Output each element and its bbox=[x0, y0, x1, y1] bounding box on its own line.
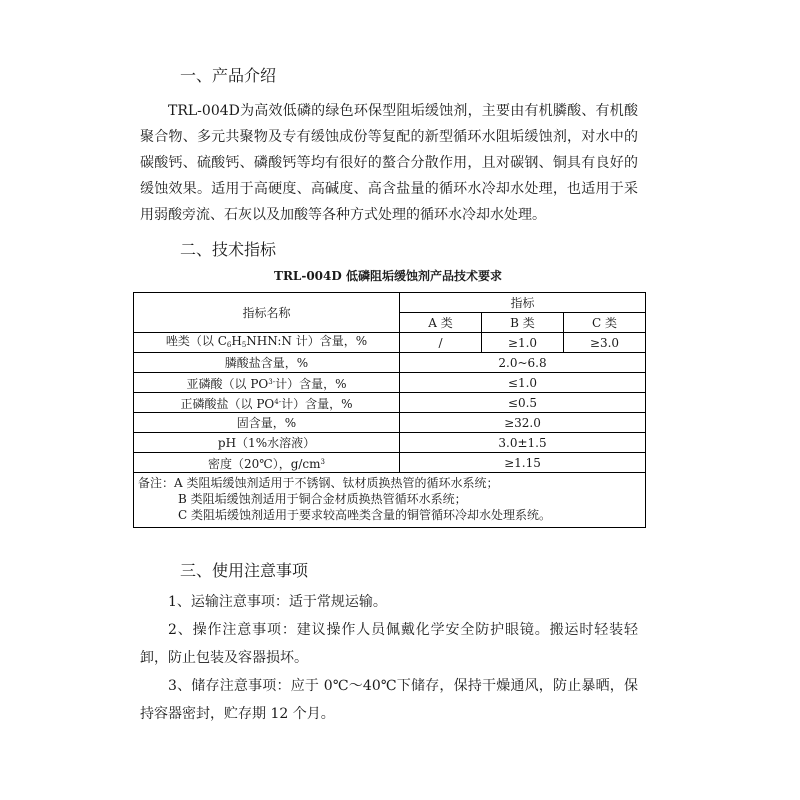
row-orthophosphate-value: ≤0.5 bbox=[400, 393, 646, 413]
table-row bbox=[134, 333, 646, 353]
row-density-name-part: 密度（20℃），g/cm bbox=[208, 456, 321, 471]
row-ph-name: pH（1%水溶液） bbox=[134, 433, 400, 453]
header-indicator-name: 指标名称 bbox=[134, 293, 400, 333]
row-azole-name-part: 唑类（以 C bbox=[165, 333, 227, 348]
row-solids-name: 固含量，% bbox=[134, 413, 400, 433]
precaution-item-1-text: 1、运输注意事项：适于常规运输。 bbox=[168, 594, 387, 610]
precaution-item-2-text: 2、操作注意事项：建议操作人员佩戴化学安全防护眼镜。搬运时轻装轻卸，防止包装及容器损坏。 bbox=[140, 622, 638, 666]
table-row bbox=[134, 453, 646, 473]
row-phosphonate-name: 膦酸盐含量，% bbox=[134, 353, 400, 373]
table-note bbox=[134, 473, 646, 528]
header-class-b: B 类 bbox=[482, 313, 564, 333]
row-phosphite-sup: 3- bbox=[268, 377, 276, 386]
row-density-sup: 3 bbox=[320, 457, 325, 466]
precaution-item-3-text: 3、储存注意事项：应于 0℃～40℃下储存，保持干燥通风，防止暴晒，保持容器密封，贮存期 12 个月。 bbox=[140, 678, 638, 722]
note-line-b: B 类阻垢缓蚀剂适用于铜合金材质换热管循环水系统； bbox=[178, 492, 467, 506]
row-orthophosphate-sup: 4- bbox=[274, 397, 282, 406]
precaution-item-1 bbox=[140, 588, 638, 616]
table-header-row bbox=[134, 293, 646, 313]
row-density-name bbox=[134, 453, 400, 473]
header-class-a: A 类 bbox=[400, 313, 482, 333]
row-azole-b: ≥1.0 bbox=[482, 333, 564, 353]
row-phosphite-name bbox=[134, 373, 400, 393]
table-row bbox=[134, 353, 646, 373]
row-phosphite-name-part: 亚磷酸（以 PO bbox=[186, 376, 269, 391]
table-row bbox=[134, 373, 646, 393]
row-orthophosphate-name-part: 计）含量，% bbox=[281, 396, 353, 411]
section1-title: 一、产品介绍 bbox=[180, 66, 277, 85]
section1-body-text: TRL-004D为高效低磷的绿色环保型阻垢缓蚀剂，主要由有机膦酸、有机酸聚合物、多元共聚物及专有缓蚀成份等复配的新型循环水阻垢缓蚀剂，对水中的碳酸钙、硫酸钙、磷酸钙等均有很好的螯合分散作用，且对碳钢、铜具有良好的缓蚀效果。适用于高硬度、高碱度、高含盐量的循环水冷却水处理，也适用于采用弱酸旁流、石灰以及加酸等各种方式处理的循环水冷却水处理。 bbox=[140, 103, 638, 223]
header-class-c: C 类 bbox=[564, 313, 646, 333]
spec-table bbox=[133, 292, 646, 528]
section2-title: 二、技术指标 bbox=[180, 240, 277, 259]
table-caption: TRL-004D 低磷阻垢缓蚀剂产品技术要求 bbox=[274, 269, 502, 283]
row-phosphonate-value: 2.0~6.8 bbox=[400, 353, 646, 373]
precaution-item-2 bbox=[140, 616, 638, 672]
section3-title: 三、使用注意事项 bbox=[180, 561, 309, 580]
row-azole-sub: 5 bbox=[241, 340, 247, 349]
table-row bbox=[134, 433, 646, 453]
table-row bbox=[134, 393, 646, 413]
row-azole-name-part: H bbox=[231, 333, 242, 348]
row-orthophosphate-name bbox=[134, 393, 400, 413]
row-density-value: ≥1.15 bbox=[400, 453, 646, 473]
row-phosphite-name-part: 计）含量，% bbox=[275, 376, 347, 391]
table-row bbox=[134, 413, 646, 433]
row-azole-name-part: NHN:N 计）含量，% bbox=[246, 333, 368, 348]
note-line-c: C 类阻垢缓蚀剂适用于要求较高唑类含量的铜管循环冷却水处理系统。 bbox=[178, 508, 551, 522]
section1-body bbox=[140, 98, 638, 228]
row-azole-name bbox=[134, 333, 400, 353]
note-line-a: 备注：A 类阻垢缓蚀剂适用于不锈钢、钛材质换热管的循环水系统； bbox=[138, 476, 499, 490]
row-orthophosphate-name-part: 正磷酸盐（以 PO bbox=[180, 396, 275, 411]
row-solids-value: ≥32.0 bbox=[400, 413, 646, 433]
table-note-row bbox=[134, 473, 646, 528]
header-indicator: 指标 bbox=[400, 293, 646, 313]
row-azole-a: / bbox=[400, 333, 482, 353]
precaution-item-3 bbox=[140, 672, 638, 728]
row-azole-c: ≥3.0 bbox=[564, 333, 646, 353]
row-azole-sub: 6 bbox=[226, 340, 232, 349]
row-ph-value: 3.0±1.5 bbox=[400, 433, 646, 453]
row-phosphite-value: ≤1.0 bbox=[400, 373, 646, 393]
